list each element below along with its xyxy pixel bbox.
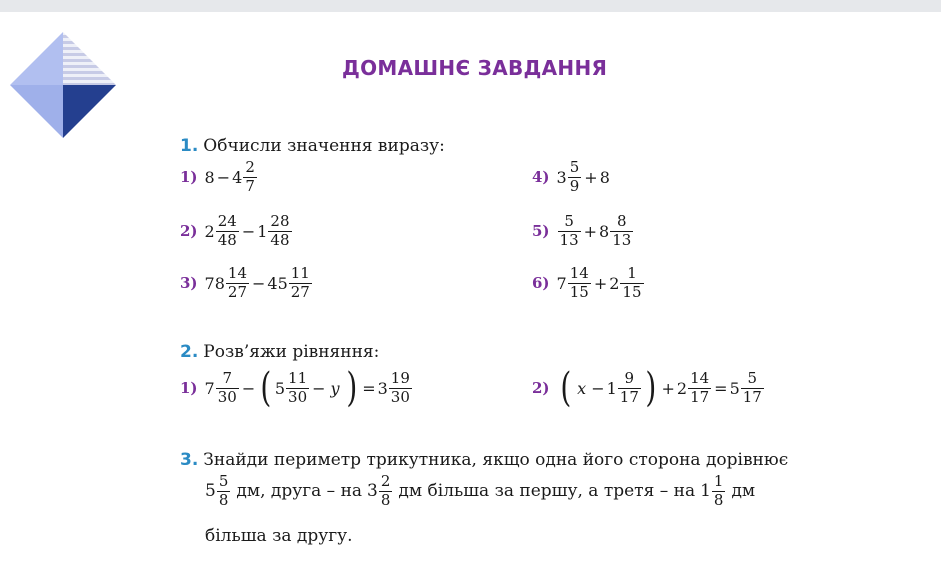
task2-heading	[180, 342, 379, 362]
numerator: 9	[624, 368, 635, 387]
whole-part: 78	[204, 273, 225, 293]
whole-part: 2	[676, 378, 688, 398]
item-label: 1)	[180, 168, 198, 187]
item-label: 3)	[180, 274, 198, 293]
right-parenthesis: )	[645, 365, 657, 411]
text-segment: дм більша за першу, а третя – на	[398, 481, 696, 502]
number: 8	[204, 167, 215, 187]
whole-part: 5	[729, 378, 740, 398]
denominator: 17	[690, 387, 710, 406]
denominator: 13	[559, 230, 579, 249]
equals-sign: =	[362, 378, 376, 398]
variable: x	[577, 378, 587, 398]
denominator: 8	[380, 490, 391, 509]
denominator: 30	[390, 387, 410, 406]
denominator: 48	[270, 230, 290, 249]
whole-part: 3	[377, 378, 388, 398]
denominator: 15	[622, 282, 642, 301]
fraction	[216, 214, 239, 249]
denominator: 27	[290, 282, 310, 301]
numerator: 14	[690, 368, 710, 387]
denominator: 7	[245, 176, 255, 195]
operator: +	[584, 167, 598, 187]
variable: y	[330, 378, 340, 398]
task3-line-3: більша за другу.	[205, 526, 353, 546]
whole-part: 3	[556, 167, 567, 187]
page-title: ДОМАШНЄ ЗАВДАННЯ	[342, 56, 608, 80]
task1-text: Обчисли значення виразу:	[203, 136, 445, 156]
fraction	[610, 214, 633, 249]
whole-part: 1	[257, 221, 268, 241]
whole-part: 4	[232, 167, 243, 187]
fraction	[618, 368, 641, 406]
whole-part: 1	[700, 481, 711, 502]
fraction	[620, 266, 643, 301]
numerator: 8	[617, 212, 627, 230]
whole-part: 3	[367, 481, 378, 502]
operator: +	[661, 378, 675, 398]
item-label: 6)	[532, 274, 550, 293]
denominator: 13	[612, 230, 632, 249]
whole-part: 7	[204, 378, 215, 398]
denominator: 17	[742, 387, 762, 406]
task1-item-1	[180, 160, 258, 195]
numerator: 2	[245, 158, 255, 176]
task1-heading	[180, 136, 445, 156]
fraction	[568, 266, 591, 301]
top-bar	[0, 0, 941, 12]
item-label: 5)	[532, 222, 550, 241]
task1-number: 1.	[180, 136, 199, 156]
item-label: 2)	[532, 379, 550, 397]
left-parenthesis: (	[260, 365, 272, 411]
numerator: 5	[569, 158, 580, 176]
denominator: 17	[619, 387, 639, 406]
numerator: 11	[290, 264, 310, 282]
item-label: 2)	[180, 222, 198, 241]
text-segment: дм, друга – на	[236, 481, 363, 502]
task1-item-3	[180, 266, 313, 301]
whole-part: 5	[274, 378, 286, 398]
left-parenthesis: (	[559, 365, 571, 411]
item-label: 4)	[532, 168, 550, 187]
fraction	[217, 474, 231, 509]
denominator: 8	[713, 490, 724, 509]
whole-part: 5	[205, 481, 216, 502]
diamond-logo-icon	[10, 32, 116, 138]
text-segment: дм	[731, 481, 756, 502]
equals-sign: =	[714, 378, 728, 398]
operator: −	[216, 167, 231, 187]
operator: −	[312, 378, 326, 398]
numerator: 19	[390, 368, 410, 387]
item-label: 1)	[180, 379, 198, 397]
denominator: 48	[217, 230, 237, 249]
fraction	[379, 474, 393, 509]
numerator: 24	[217, 212, 237, 230]
fraction	[389, 368, 412, 406]
task2-text: Розв’яжи рівняння:	[203, 342, 380, 362]
whole-part: 7	[556, 273, 567, 293]
numerator: 7	[222, 368, 233, 387]
numerator: 5	[564, 212, 574, 230]
task3-heading	[180, 450, 788, 470]
task3-number: 3.	[180, 450, 199, 470]
fraction	[243, 160, 257, 195]
task1-item-6	[532, 266, 645, 301]
fraction	[216, 368, 239, 406]
numerator: 5	[747, 368, 758, 387]
denominator: 9	[569, 176, 580, 195]
fraction	[289, 266, 312, 301]
fraction	[286, 368, 309, 406]
task2-number: 2.	[180, 342, 199, 362]
numerator: 14	[569, 264, 589, 282]
fraction	[712, 474, 726, 509]
numerator: 2	[380, 472, 391, 490]
operator: −	[591, 378, 605, 398]
denominator: 15	[569, 282, 589, 301]
task2-equation-1	[180, 365, 413, 411]
operator: −	[252, 273, 266, 293]
right-parenthesis: )	[345, 365, 357, 411]
operator: +	[593, 273, 608, 293]
fraction	[688, 368, 711, 406]
fraction	[568, 160, 582, 195]
numerator: 5	[218, 472, 229, 490]
numerator: 28	[270, 212, 290, 230]
numerator: 14	[227, 264, 247, 282]
fraction	[226, 266, 249, 301]
task1-item-2	[180, 214, 293, 249]
whole-part: 45	[267, 273, 288, 293]
denominator: 30	[288, 387, 308, 406]
numerator: 11	[288, 368, 308, 387]
task1-item-5	[532, 214, 634, 249]
number: 8	[599, 167, 610, 187]
operator: −	[241, 378, 256, 398]
whole-part: 2	[204, 221, 215, 241]
operator: +	[583, 221, 598, 241]
whole-part: 8	[599, 221, 610, 241]
denominator: 8	[218, 490, 229, 509]
fraction	[741, 368, 764, 406]
whole-part: 2	[609, 273, 620, 293]
numerator: 1	[627, 264, 637, 282]
fraction	[558, 214, 581, 249]
numerator: 1	[713, 472, 724, 490]
task3-line-2	[205, 474, 760, 509]
whole-part: 1	[606, 378, 617, 398]
denominator: 27	[227, 282, 247, 301]
task3-line-1: Знайди периметр трикутника, якщо одна його сторона дорівнює	[203, 450, 789, 470]
denominator: 30	[217, 387, 237, 406]
task1-item-4	[532, 160, 610, 195]
fraction	[268, 214, 291, 249]
operator: −	[241, 221, 256, 241]
task2-equation-2	[532, 365, 765, 411]
